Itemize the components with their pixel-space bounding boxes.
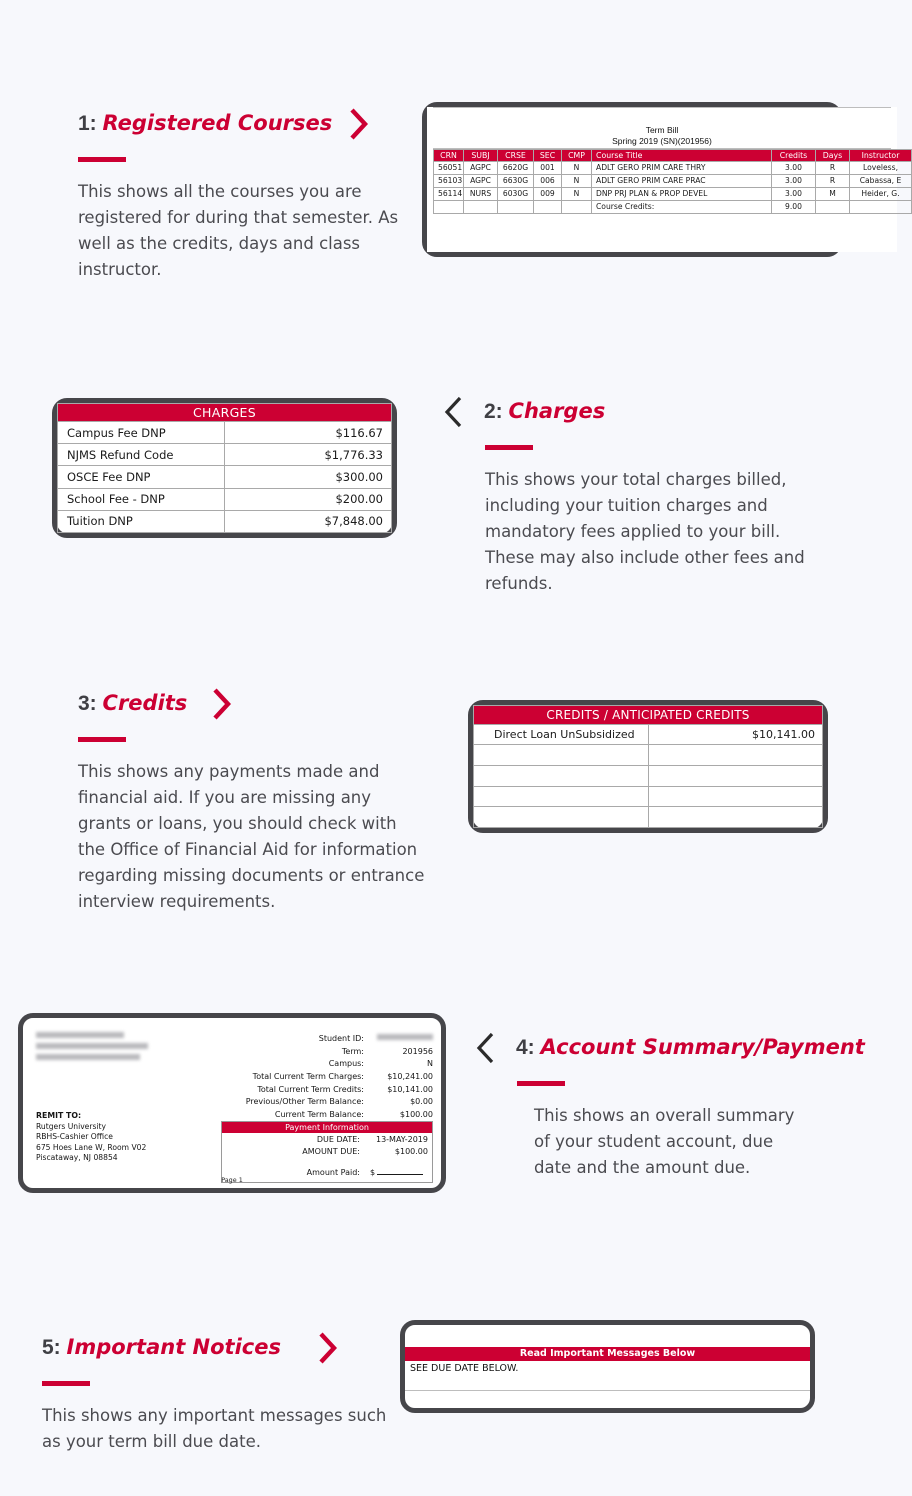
payment-due-date-row: DUE DATE: 13-MAY-2019 xyxy=(316,1135,428,1144)
payment-information-panel xyxy=(221,1121,433,1183)
important-notices-screenshot-card xyxy=(400,1320,815,1413)
charges-header: CHARGES xyxy=(58,404,392,422)
col-crn: CRN xyxy=(434,149,464,161)
chevron-right-icon[interactable] xyxy=(315,1328,341,1368)
col-credits: Credits xyxy=(772,149,816,161)
summary-field-total-charges: Total Current Term Charges: $10,241.00 xyxy=(252,1071,433,1081)
summary-field-previous-balance: Previous/Other Term Balance: $0.00 xyxy=(245,1097,433,1107)
chevron-right-icon[interactable] xyxy=(346,104,372,144)
account-summary-sheet xyxy=(23,1018,441,1188)
remit-line: RBHS-Cashier Office xyxy=(36,1132,113,1142)
section-1-body: This shows all the courses you are registered for during that semester. As well as the credits, days and class instructor. xyxy=(78,182,399,280)
table-row: OSCE Fee DNP $300.00 xyxy=(58,466,392,488)
table-row: NJMS Refund Code $1,776.33 xyxy=(58,444,392,466)
col-course-title: Course Title xyxy=(592,149,772,161)
section-1-registered-courses xyxy=(78,104,418,283)
section-5-body: This shows any important messages such as your term bill due date. xyxy=(42,1406,387,1452)
section-2-number: 2: xyxy=(484,400,503,424)
section-2-body: This shows your total charges billed, including your tuition charges and mandatory fees applied to your bill. These may also include other fees and refunds. xyxy=(485,470,805,594)
summary-field-current-balance: Current Term Balance: $100.00 xyxy=(274,1109,433,1119)
remit-line: Piscataway, NJ 08854 xyxy=(36,1153,118,1163)
course-credits-label: Course Credits: xyxy=(592,200,772,213)
page-number: Page 1 xyxy=(221,1176,243,1184)
account-summary-fields xyxy=(221,1032,433,1121)
table-row xyxy=(474,786,823,807)
col-days: Days xyxy=(816,149,850,161)
section-4-body: This shows an overall summary of your student account, due date and the amount due. xyxy=(534,1106,795,1178)
remit-line: Rutgers University xyxy=(36,1121,107,1131)
credits-header: CREDITS / ANTICIPATED CREDITS xyxy=(474,706,823,725)
remit-line: 675 Hoes Lane W, Room V02 xyxy=(36,1142,147,1152)
section-5-number: 5: xyxy=(42,1336,61,1360)
redacted-student-id xyxy=(371,1032,433,1041)
charges-screenshot-card xyxy=(52,398,397,538)
remit-heading: REMIT TO: xyxy=(36,1111,82,1120)
table-row: Campus Fee DNP $116.67 xyxy=(58,421,392,443)
chevron-right-icon[interactable] xyxy=(209,684,235,724)
section-4-title: Account Summary/Payment xyxy=(540,1035,865,1060)
notices-message: SEE DUE DATE BELOW. xyxy=(405,1361,810,1391)
section-3-credits xyxy=(78,684,428,915)
table-row xyxy=(474,745,823,766)
account-summary-screenshot-card xyxy=(18,1013,446,1193)
redacted-student-address xyxy=(36,1032,148,1065)
charges-table xyxy=(57,403,392,533)
section-5-important-notices xyxy=(42,1328,387,1455)
section-3-body: This shows any payments made and financial aid. If you are missing any grants or loans, you should check with the Office of Financial Aid for information regarding missing documents or entrance interview requirements. xyxy=(78,762,425,912)
summary-field-total-credits: Total Current Term Credits: $10,141.00 xyxy=(257,1084,433,1094)
section-2-heading xyxy=(440,392,800,432)
section-2-underline xyxy=(485,445,533,450)
col-sec: SEC xyxy=(534,149,562,161)
table-row: Direct Loan UnSubsidized $10,141.00 xyxy=(474,724,823,745)
summary-field-campus: Campus: N xyxy=(328,1059,433,1069)
term-bill-screenshot-card xyxy=(422,102,902,257)
payment-amount-paid-row: Amount Paid: $ xyxy=(222,1167,432,1179)
section-1-number: 1: xyxy=(78,112,97,136)
section-4-number: 4: xyxy=(516,1036,535,1060)
notices-sheet xyxy=(405,1325,810,1408)
table-header-row xyxy=(434,149,912,161)
section-4-account-summary xyxy=(472,1028,865,1181)
term-bill-sheet xyxy=(427,107,902,252)
table-row: 56114 NURS 6030G 009 N DNP PRJ PLAN & PROP DEVEL 3.00 M Heider, G. xyxy=(434,187,912,200)
section-1-underline xyxy=(78,157,126,162)
table-row xyxy=(474,807,823,828)
section-3-underline xyxy=(78,737,126,742)
amount-paid-input-line[interactable] xyxy=(377,1174,423,1175)
charges-header-row xyxy=(58,404,392,422)
credits-table xyxy=(473,705,823,828)
table-row: 56103 AGPC 6630G 006 N ADLT GERO PRIM CARE PRAC 3.00 R Cabassa, E xyxy=(434,174,912,187)
remit-to-block xyxy=(36,1111,146,1164)
section-4-underline xyxy=(517,1081,565,1086)
section-3-number: 3: xyxy=(78,692,97,716)
notices-header: Read Important Messages Below xyxy=(405,1347,810,1361)
section-2-title: Charges xyxy=(508,399,606,424)
payment-information-header: Payment Information xyxy=(222,1122,432,1133)
summary-field-student-id: Student ID: xyxy=(221,1032,433,1046)
course-credits-total-row xyxy=(434,200,912,213)
table-row xyxy=(474,765,823,786)
section-1-title: Registered Courses xyxy=(102,111,333,136)
table-row: School Fee - DNP $200.00 xyxy=(58,488,392,510)
section-5-heading xyxy=(42,1328,387,1368)
term-bill-title: Term Bill Spring 2019 (SN)(201956) xyxy=(433,107,891,149)
section-3-title: Credits xyxy=(102,691,188,716)
course-credits-value: 9.00 xyxy=(772,200,816,213)
col-subj: SUBJ xyxy=(464,149,498,161)
col-instructor: Instructor xyxy=(850,149,912,161)
section-2-charges xyxy=(440,392,805,597)
term-bill-table xyxy=(433,149,912,214)
section-5-underline xyxy=(42,1381,90,1386)
section-4-heading xyxy=(472,1028,865,1068)
col-cmp: CMP xyxy=(562,149,592,161)
credits-header-row xyxy=(474,706,823,725)
chevron-left-icon[interactable] xyxy=(440,392,466,432)
table-row: 56051 AGPC 6620G 001 N ADLT GERO PRIM CARE THRY 3.00 R Loveless, xyxy=(434,161,912,174)
credits-screenshot-card xyxy=(468,700,828,833)
table-row: Tuition DNP $7,848.00 xyxy=(58,510,392,532)
section-1-heading xyxy=(78,104,418,144)
section-3-heading xyxy=(78,684,428,724)
summary-field-term: Term: 201956 xyxy=(341,1046,433,1056)
section-5-title: Important Notices xyxy=(66,1335,281,1360)
chevron-left-icon[interactable] xyxy=(472,1028,498,1068)
col-crse: CRSE xyxy=(498,149,534,161)
payment-amount-due-row: AMOUNT DUE: $100.00 xyxy=(302,1147,428,1156)
currency-prefix: $ xyxy=(370,1168,376,1177)
